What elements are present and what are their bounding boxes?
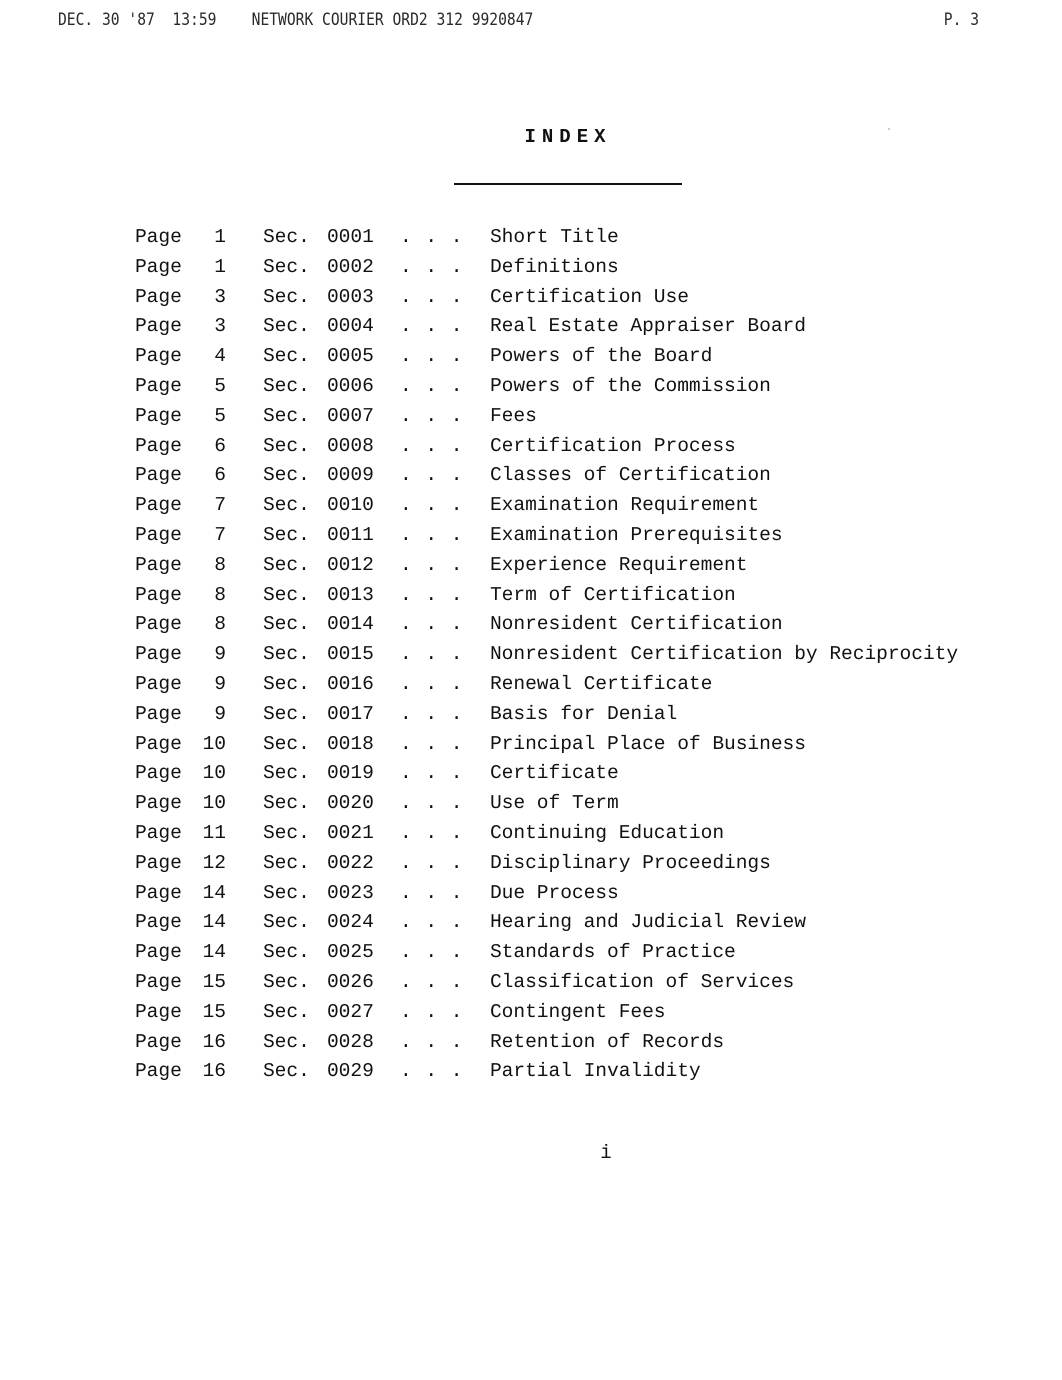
section-number: 0019 — [326, 762, 374, 785]
index-entry — [0, 284, 1062, 314]
section-number: 0010 — [326, 494, 374, 517]
index-entry — [0, 224, 1062, 254]
page-label: Page — [134, 613, 182, 636]
page-label: Page — [134, 374, 182, 397]
section-title: Basis for Denial — [489, 702, 678, 725]
page-label: Page — [134, 941, 182, 964]
section-number: 0021 — [326, 821, 374, 844]
index-entry — [0, 701, 1062, 731]
page-number-cell: 15 — [202, 970, 227, 993]
section-label: Sec. — [262, 821, 310, 844]
page-label: Page — [134, 1030, 182, 1053]
section-number: 0008 — [326, 434, 374, 457]
section-label: Sec. — [262, 702, 310, 725]
index-entry — [0, 373, 1062, 403]
index-entry — [0, 1058, 1062, 1088]
page-number-cell: 9 — [214, 672, 227, 695]
index-entry — [0, 790, 1062, 820]
section-label: Sec. — [262, 345, 310, 368]
section-title: Experience Requirement — [489, 553, 748, 576]
dot-leader: . . . — [399, 404, 464, 427]
section-number: 0012 — [326, 553, 374, 576]
page-label: Page — [134, 583, 182, 606]
section-label: Sec. — [262, 285, 310, 308]
dot-leader: . . . — [399, 911, 464, 934]
page-label: Page — [134, 285, 182, 308]
index-entry — [0, 582, 1062, 612]
dot-leader: . . . — [399, 226, 464, 248]
dot-leader: . . . — [399, 613, 464, 636]
section-number: 0020 — [326, 792, 374, 815]
section-number: 0017 — [326, 702, 374, 725]
section-label: Sec. — [262, 494, 310, 517]
page-label: Page — [134, 315, 182, 338]
page-label: Page — [134, 672, 182, 695]
section-number: 0025 — [326, 941, 374, 964]
page-number-cell: 10 — [202, 732, 227, 755]
index-entry — [0, 671, 1062, 701]
section-number: 0028 — [326, 1030, 374, 1053]
dot-leader: . . . — [399, 792, 464, 815]
section-label: Sec. — [262, 851, 310, 874]
section-number: 0026 — [326, 970, 374, 993]
page-label: Page — [134, 702, 182, 725]
index-list — [0, 224, 1062, 1088]
section-title: Nonresident Certification — [489, 613, 783, 636]
page-number-cell: 11 — [202, 821, 227, 844]
dot-leader: . . . — [399, 881, 464, 904]
dot-leader: . . . — [399, 821, 464, 844]
page-label: Page — [134, 464, 182, 487]
index-entry — [0, 850, 1062, 880]
page-number: i — [600, 1142, 612, 1164]
section-title: Partial Invalidity — [489, 1060, 701, 1083]
page-label: Page — [134, 553, 182, 576]
page-number-cell: 9 — [214, 702, 227, 725]
index-entry — [0, 939, 1062, 969]
dot-leader: . . . — [399, 851, 464, 874]
section-title: Principal Place of Business — [489, 732, 807, 755]
dot-leader: . . . — [399, 315, 464, 338]
dot-leader: . . . — [399, 255, 464, 278]
section-label: Sec. — [262, 613, 310, 636]
page-label: Page — [134, 643, 182, 666]
section-label: Sec. — [262, 374, 310, 397]
scan-speck — [888, 128, 890, 130]
section-number: 0009 — [326, 464, 374, 487]
page-number-cell: 3 — [214, 315, 227, 338]
page-label: Page — [134, 851, 182, 874]
index-entry — [0, 522, 1062, 552]
section-number: 0003 — [326, 285, 374, 308]
dot-leader: . . . — [399, 970, 464, 993]
index-entry — [0, 611, 1062, 641]
dot-leader: . . . — [399, 374, 464, 397]
page-label: Page — [134, 434, 182, 457]
index-entry — [0, 641, 1062, 671]
dot-leader: . . . — [399, 523, 464, 546]
section-title: Classes of Certification — [489, 464, 771, 487]
page-label: Page — [134, 762, 182, 785]
section-title: Contingent Fees — [489, 1000, 666, 1023]
page-label: Page — [134, 881, 182, 904]
page-label: Page — [134, 404, 182, 427]
index-entry — [0, 462, 1062, 492]
section-number: 0016 — [326, 672, 374, 695]
title-underline — [454, 183, 682, 185]
section-title: Renewal Certificate — [489, 672, 713, 695]
page-number-cell: 10 — [202, 792, 227, 815]
index-entry — [0, 313, 1062, 343]
section-title: Short Title — [489, 226, 619, 248]
page-number-cell: 6 — [214, 464, 227, 487]
dot-leader: . . . — [399, 464, 464, 487]
page-number-cell: 7 — [214, 494, 227, 517]
dot-leader: . . . — [399, 583, 464, 606]
page-number-cell: 14 — [202, 911, 227, 934]
section-title: Due Process — [489, 881, 619, 904]
page-label: Page — [134, 255, 182, 278]
section-number: 0013 — [326, 583, 374, 606]
index-entry — [0, 731, 1062, 761]
section-title: Use of Term — [489, 792, 619, 815]
section-label: Sec. — [262, 672, 310, 695]
page-number-cell: 5 — [214, 404, 227, 427]
page-label: Page — [134, 345, 182, 368]
fax-header-text: DEC. 30 '87 13:59 NETWORK COURIER ORD2 312 9920847 — [58, 10, 534, 30]
index-entry — [0, 433, 1062, 463]
section-label: Sec. — [262, 434, 310, 457]
page-number-cell: 16 — [202, 1060, 227, 1083]
section-title: Disciplinary Proceedings — [489, 851, 771, 874]
section-number: 0029 — [326, 1060, 374, 1083]
dot-leader: . . . — [399, 672, 464, 695]
section-title: Hearing and Judicial Review — [489, 911, 807, 934]
section-title: Continuing Education — [489, 821, 725, 844]
section-number: 0024 — [326, 911, 374, 934]
section-number: 0002 — [326, 255, 374, 278]
section-title: Fees — [489, 404, 537, 427]
section-number: 0004 — [326, 315, 374, 338]
page-label: Page — [134, 970, 182, 993]
page-label: Page — [134, 821, 182, 844]
section-label: Sec. — [262, 881, 310, 904]
fax-transmission-header — [58, 10, 980, 36]
section-label: Sec. — [262, 732, 310, 755]
dot-leader: . . . — [399, 941, 464, 964]
index-entry — [0, 254, 1062, 284]
page-label: Page — [134, 732, 182, 755]
dot-leader: . . . — [399, 1030, 464, 1053]
index-entry — [0, 403, 1062, 433]
page-label: Page — [134, 1060, 182, 1083]
page-number-cell: 9 — [214, 643, 227, 666]
page-number-cell: 14 — [202, 881, 227, 904]
section-label: Sec. — [262, 464, 310, 487]
section-title: Powers of the Commission — [489, 374, 771, 397]
page-title: INDEX — [524, 126, 612, 148]
section-title: Classification of Services — [489, 970, 795, 993]
section-number: 0018 — [326, 732, 374, 755]
dot-leader: . . . — [399, 553, 464, 576]
section-title: Powers of the Board — [489, 345, 713, 368]
dot-leader: . . . — [399, 732, 464, 755]
section-number: 0007 — [326, 404, 374, 427]
section-number: 0023 — [326, 881, 374, 904]
page-number-cell: 16 — [202, 1030, 227, 1053]
section-label: Sec. — [262, 762, 310, 785]
section-number: 0011 — [326, 523, 374, 546]
section-number: 0014 — [326, 613, 374, 636]
page-number-cell: 14 — [202, 941, 227, 964]
dot-leader: . . . — [399, 762, 464, 785]
section-number: 0015 — [326, 643, 374, 666]
dot-leader: . . . — [399, 1060, 464, 1083]
page-number-cell: 6 — [214, 434, 227, 457]
index-entry — [0, 492, 1062, 522]
page-label: Page — [134, 523, 182, 546]
page-number-cell: 8 — [214, 583, 227, 606]
page-number-cell: 15 — [202, 1000, 227, 1023]
section-label: Sec. — [262, 1060, 310, 1083]
page-label: Page — [134, 792, 182, 815]
page-number-cell: 3 — [214, 285, 227, 308]
index-entry — [0, 760, 1062, 790]
section-title: Certificate — [489, 762, 619, 785]
index-entry — [0, 969, 1062, 999]
section-title: Examination Prerequisites — [489, 523, 783, 546]
section-title: Standards of Practice — [489, 941, 736, 964]
section-title: Nonresident Certification by Reciprocity — [489, 643, 959, 666]
dot-leader: . . . — [399, 285, 464, 308]
page-label: Page — [134, 911, 182, 934]
page-number-cell: 12 — [202, 851, 227, 874]
page-number-cell: 7 — [214, 523, 227, 546]
section-label: Sec. — [262, 911, 310, 934]
section-number: 0022 — [326, 851, 374, 874]
section-label: Sec. — [262, 404, 310, 427]
section-label: Sec. — [262, 553, 310, 576]
page-number-cell: 1 — [214, 226, 227, 248]
section-title: Definitions — [489, 255, 619, 278]
dot-leader: . . . — [399, 494, 464, 517]
section-label: Sec. — [262, 792, 310, 815]
index-entry — [0, 909, 1062, 939]
section-label: Sec. — [262, 643, 310, 666]
section-label: Sec. — [262, 226, 310, 248]
section-label: Sec. — [262, 315, 310, 338]
page-number-cell: 1 — [214, 255, 227, 278]
section-number: 0006 — [326, 374, 374, 397]
section-label: Sec. — [262, 970, 310, 993]
index-entry — [0, 343, 1062, 373]
section-label: Sec. — [262, 1000, 310, 1023]
dot-leader: . . . — [399, 702, 464, 725]
section-label: Sec. — [262, 255, 310, 278]
index-entry — [0, 1029, 1062, 1059]
section-number: 0027 — [326, 1000, 374, 1023]
page-number-cell: 5 — [214, 374, 227, 397]
section-title: Real Estate Appraiser Board — [489, 315, 807, 338]
page-number-cell: 4 — [214, 345, 227, 368]
section-label: Sec. — [262, 941, 310, 964]
section-number: 0005 — [326, 345, 374, 368]
page-label: Page — [134, 226, 182, 248]
section-number: 0001 — [326, 226, 374, 248]
index-entry — [0, 820, 1062, 850]
section-label: Sec. — [262, 583, 310, 606]
page-number-cell: 8 — [214, 613, 227, 636]
dot-leader: . . . — [399, 434, 464, 457]
dot-leader: . . . — [399, 643, 464, 666]
index-entry — [0, 880, 1062, 910]
dot-leader: . . . — [399, 1000, 464, 1023]
section-title: Certification Use — [489, 285, 690, 308]
page-label: Page — [134, 494, 182, 517]
page-number-cell: 8 — [214, 553, 227, 576]
section-title: Examination Requirement — [489, 494, 760, 517]
page-label: Page — [134, 1000, 182, 1023]
section-title: Certification Process — [489, 434, 736, 457]
page-number-cell: 10 — [202, 762, 227, 785]
index-entry — [0, 552, 1062, 582]
fax-page-label: P. 3 — [943, 10, 980, 30]
section-title: Term of Certification — [489, 583, 736, 606]
section-title: Retention of Records — [489, 1030, 725, 1053]
section-label: Sec. — [262, 1030, 310, 1053]
dot-leader: . . . — [399, 345, 464, 368]
index-entry — [0, 999, 1062, 1029]
section-label: Sec. — [262, 523, 310, 546]
